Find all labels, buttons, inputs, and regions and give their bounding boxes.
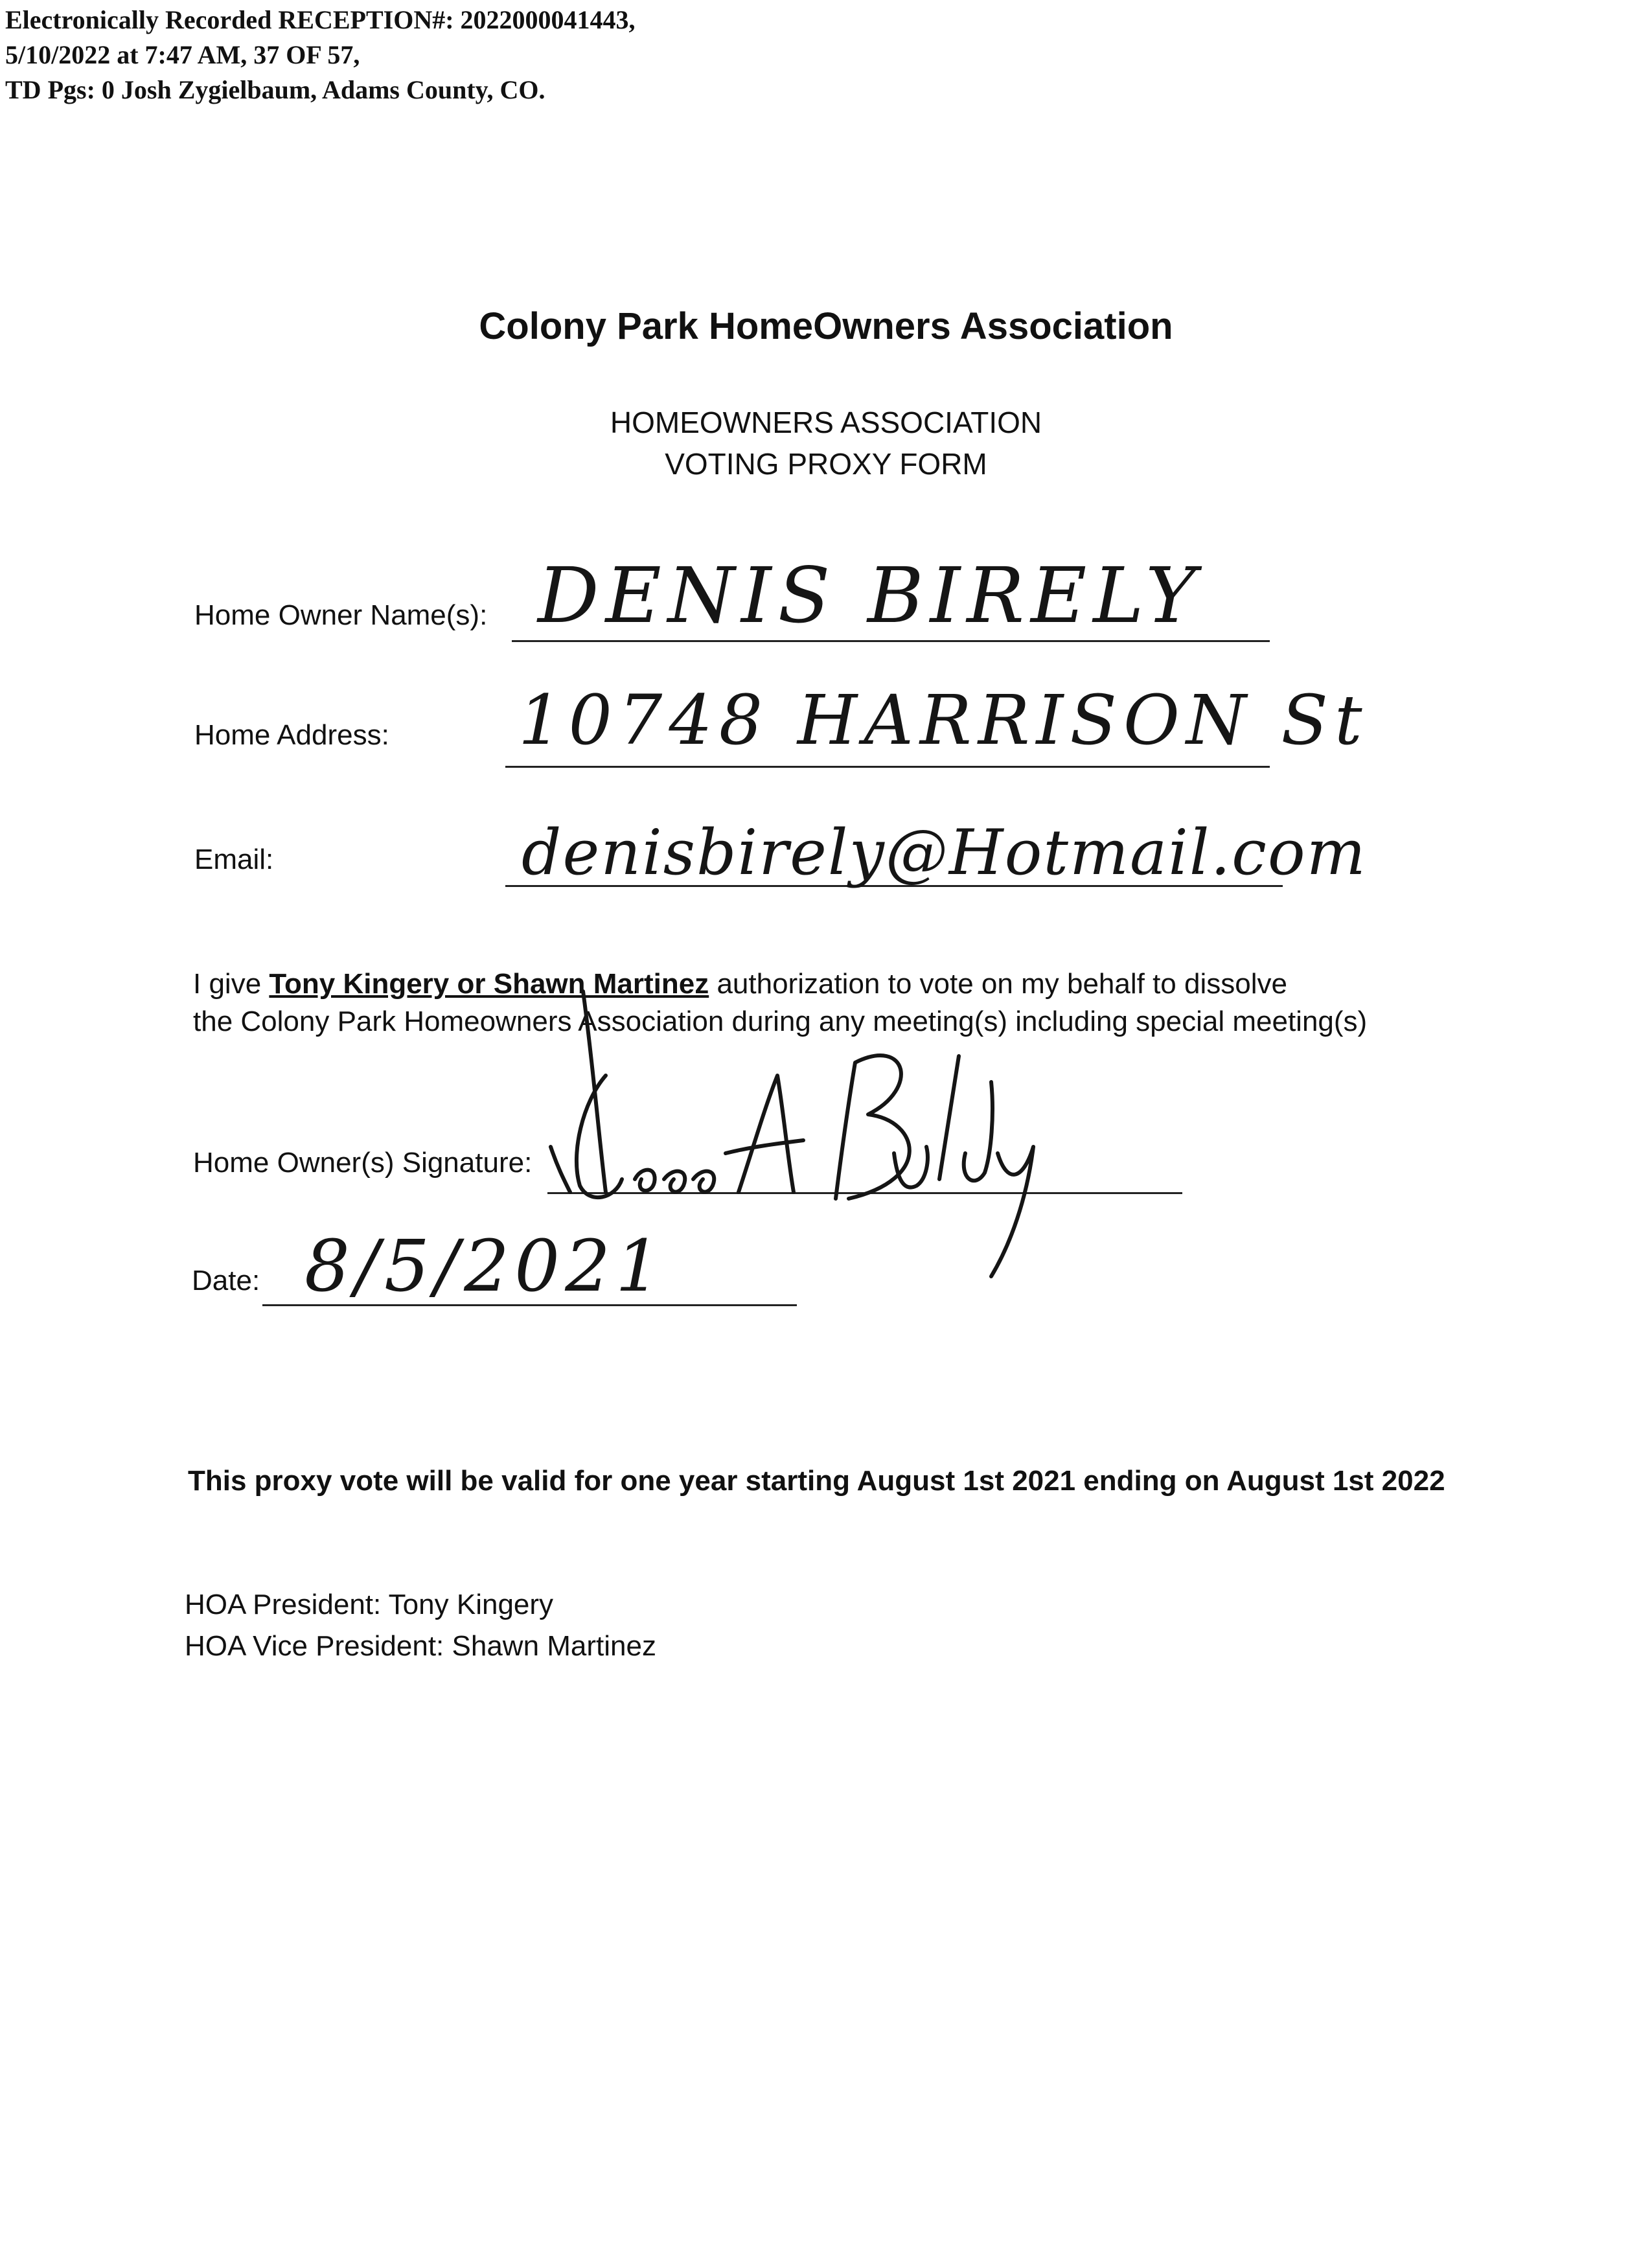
recording-stamp-line3: TD Pgs: 0 Josh Zygielbaum, Adams County, CO. [5, 75, 545, 104]
date-label: Date: [192, 1265, 260, 1296]
organization-title: Colony Park HomeOwners Association [479, 305, 1173, 347]
form-title [0, 402, 1652, 485]
hoa-president: HOA President: Tony Kingery [185, 1589, 554, 1620]
address-underline [505, 766, 1270, 768]
form-title-line1: HOMEOWNERS ASSOCIATION [610, 406, 1042, 439]
proxy-holder-names: Tony Kingery or Shawn Martinez [269, 968, 709, 1000]
form-title-line2: VOTING PROXY FORM [665, 447, 987, 481]
hoa-vice-president: HOA Vice President: Shawn Martinez [185, 1630, 656, 1662]
email-handwritten: denisbirely@Hotmail.com [522, 816, 1367, 889]
address-label: Home Address: [194, 719, 389, 751]
recording-stamp-line1: Electronically Recorded RECEPTION#: 2022000041443, [5, 5, 636, 34]
owner-name-underline [512, 640, 1270, 642]
authorization-suffix: authorization to vote on my behalf to dissolve [709, 968, 1287, 1000]
recording-stamp-line2: 5/10/2022 at 7:47 AM, 37 OF 57, [5, 40, 360, 69]
authorization-line2: the Colony Park Homeowners Association during any meeting(s) including special meeting(s) [193, 1006, 1368, 1037]
address-handwritten: 10748 HARRISON St [518, 680, 1369, 760]
authorization-prefix: I give [193, 968, 270, 1000]
email-label: Email: [194, 844, 274, 875]
validity-statement: This proxy vote will be valid for one year starting August 1st 2021 ending on August 1st 2022 [188, 1465, 1445, 1497]
date-handwritten: 8/5/2021 [304, 1225, 667, 1307]
owner-name-handwritten: DENIS BIRELY [538, 551, 1202, 640]
owner-name-label: Home Owner Name(s): [194, 599, 488, 631]
signature-label: Home Owner(s) Signature: [193, 1147, 533, 1179]
officers-list [185, 1584, 656, 1667]
recording-stamp [5, 3, 636, 108]
